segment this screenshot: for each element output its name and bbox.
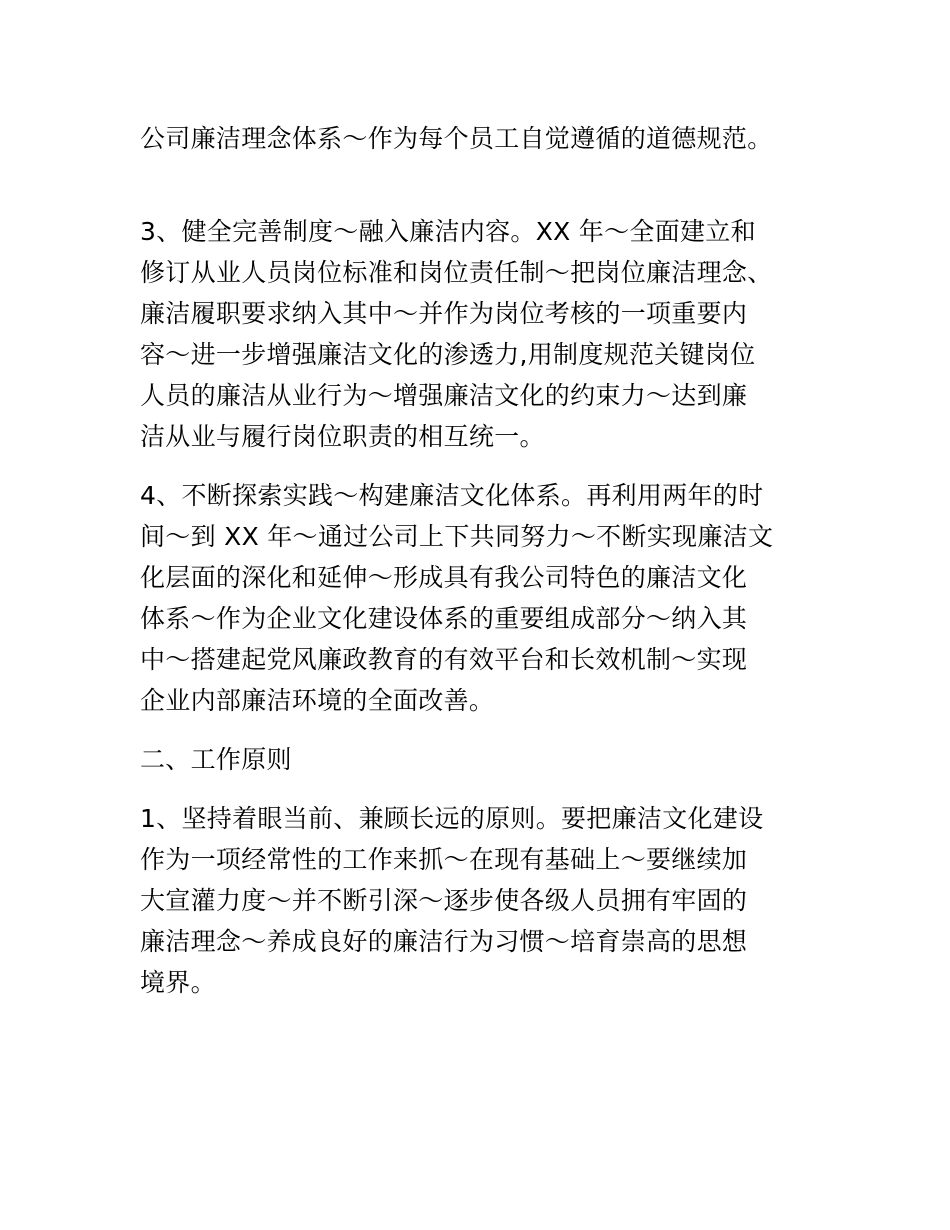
text-line: 中～搭建起党风廉政教育的有效平台和长效机制～实现 [140,645,748,674]
paragraph-principle-1 [140,798,810,1003]
text-line: 容～进一步增强廉洁文化的渗透力,用制度规范关键岗位 [140,340,756,369]
text-line: 企业内部廉洁环境的全面改善。 [140,686,495,715]
text-line: 境界。 [140,968,216,997]
text-line: 廉洁履职要求纳入其中～并作为岗位考核的一项重要内 [140,299,748,328]
paragraph-item-4 [140,475,810,721]
paragraph-item-3 [140,211,810,457]
paragraph-intro-tail [140,118,810,159]
text-line: 化层面的深化和延伸～形成具有我公司特色的廉洁文化 [140,563,748,592]
text-line: 作为一项经常性的工作来抓～在现有基础上～要继续加 [140,845,748,874]
text-line: 1、坚持着眼当前、兼顾长远的原则。要把廉洁文化建设 [140,804,764,833]
text-line: 廉洁理念～养成良好的廉洁行为习惯～培育崇高的思想 [140,927,748,956]
text-line: 人员的廉洁从业行为～增强廉洁文化的约束力～达到廉 [140,381,748,410]
section-heading-work-principles [140,739,810,780]
document-body [140,118,810,1003]
text-line: 公司廉洁理念体系～作为每个员工自觉遵循的道德规范。 [140,124,773,153]
heading-line: 二、工作原则 [140,745,292,774]
text-line: 间～到 XX 年～通过公司上下共同努力～不断实现廉洁文 [140,522,774,551]
text-line: 体系～作为企业文化建设体系的重要组成部分～纳入其 [140,604,748,633]
text-line: 洁从业与履行岗位职责的相互统一。 [140,422,545,451]
text-line: 3、健全完善制度～融入廉洁内容。XX 年～全面建立和 [140,217,756,246]
text-line: 4、不断探索实践～构建廉洁文化体系。再利用两年的时 [140,481,764,510]
text-line: 修订从业人员岗位标准和岗位责任制～把岗位廉洁理念、 [140,258,773,287]
text-line: 大宣灌力度～并不断引深～逐步使各级人员拥有牢固的 [140,886,748,915]
